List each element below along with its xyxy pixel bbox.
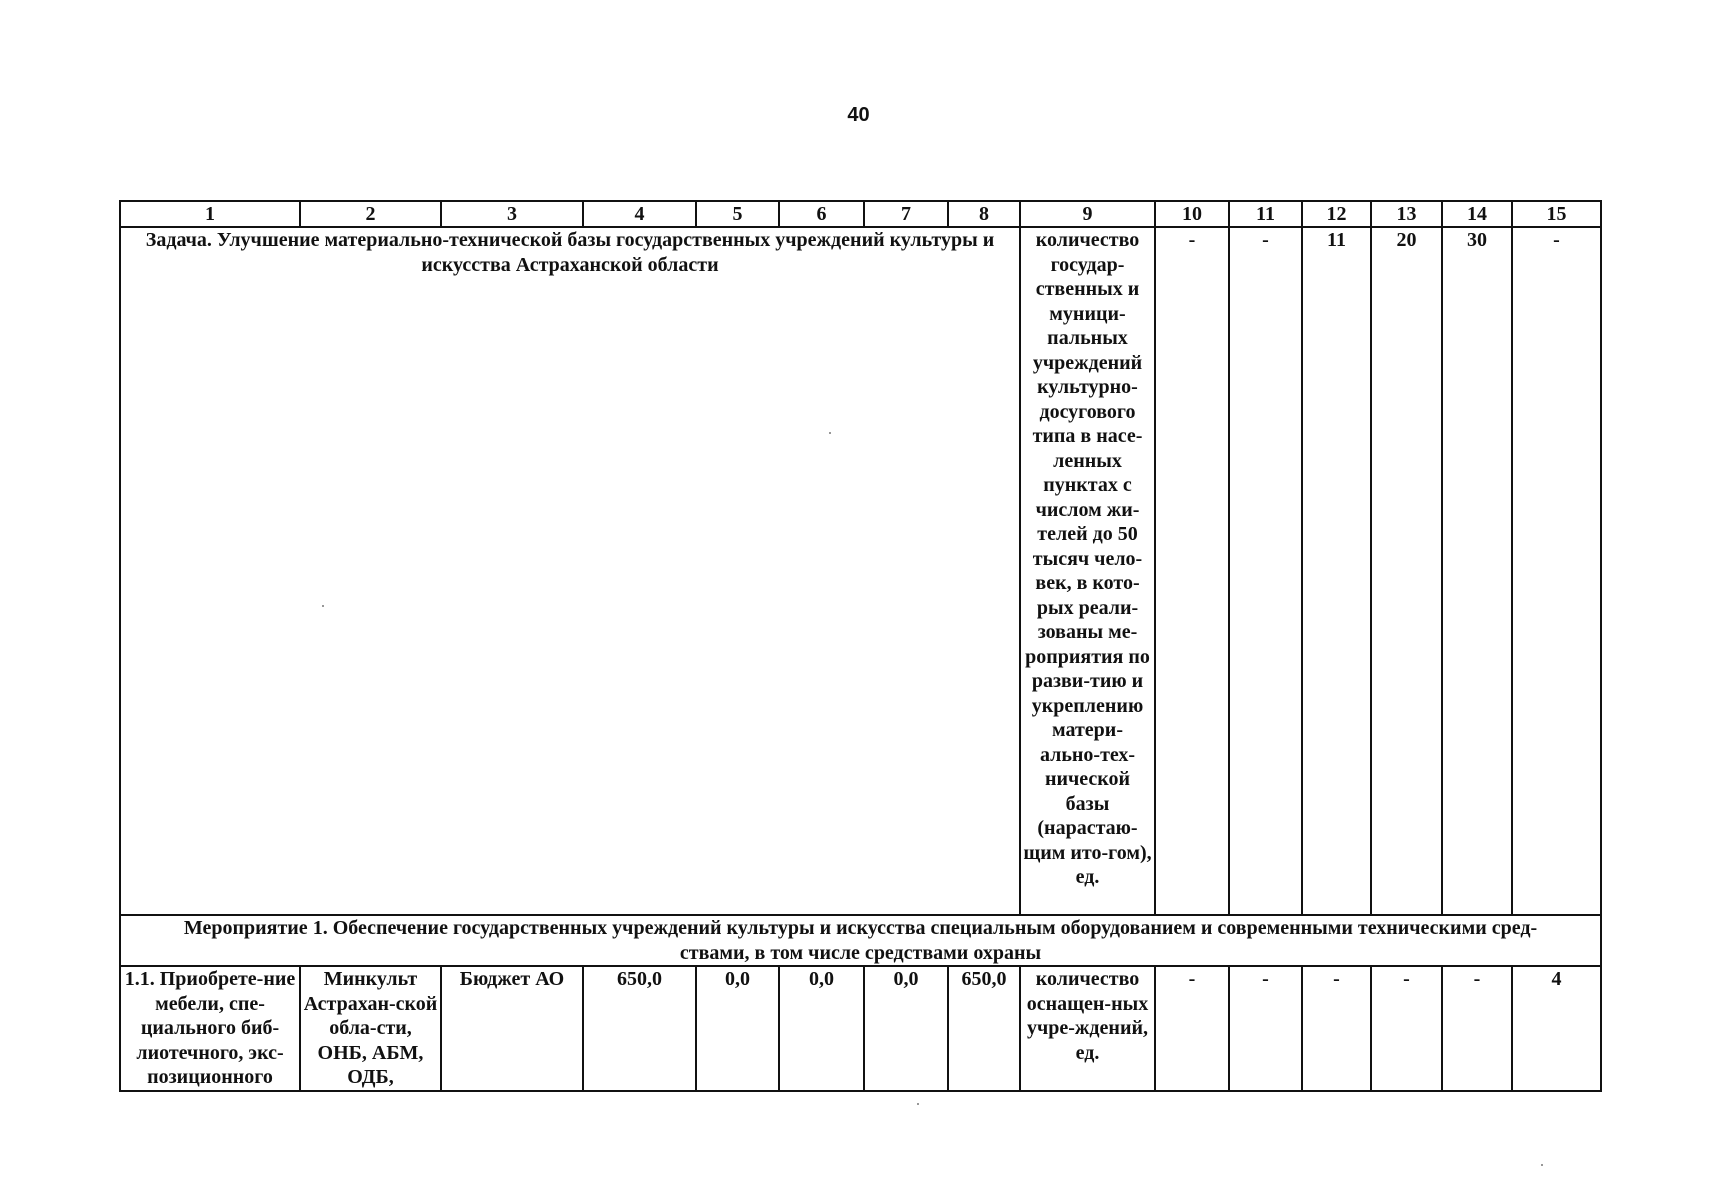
header-cell-6: 6	[779, 201, 864, 227]
scan-speck	[829, 432, 831, 434]
item-col-4: 650,0	[583, 966, 696, 1091]
task-row	[120, 227, 1601, 915]
item-col-11: -	[1229, 966, 1302, 1091]
header-cell-2: 2	[300, 201, 441, 227]
item-col-10: -	[1155, 966, 1229, 1091]
item-col-15: 4	[1512, 966, 1601, 1091]
item-col-13: -	[1371, 966, 1442, 1091]
header-cell-11: 11	[1229, 201, 1302, 227]
task-col-11: -	[1229, 227, 1302, 915]
task-col-13: 20	[1371, 227, 1442, 915]
item-col-12: -	[1302, 966, 1371, 1091]
item-col-6: 0,0	[779, 966, 864, 1091]
task-col-12: 11	[1302, 227, 1371, 915]
item-source: Бюджет АО	[441, 966, 583, 1091]
item-name: 1.1. Приобрете-ние мебели, спе-циального биб-лиотечного, экс-позиционного	[120, 966, 300, 1091]
item-row	[120, 966, 1601, 1091]
header-cell-9: 9	[1020, 201, 1155, 227]
header-cell-15: 15	[1512, 201, 1601, 227]
task-title: Задача. Улучшение материально-технической базы государственных учреждений культуры и искусства Астраханской области	[120, 227, 1020, 915]
scan-speck	[322, 605, 324, 607]
page-number: 40	[847, 104, 870, 126]
header-cell-4: 4	[583, 201, 696, 227]
header-cell-8: 8	[948, 201, 1020, 227]
item-executor: Минкульт Астрахан-ской обла-сти, ОНБ, АБМ, ОДБ,	[300, 966, 441, 1091]
column-number-row	[120, 201, 1601, 227]
item-col-14: -	[1442, 966, 1512, 1091]
header-cell-1: 1	[120, 201, 300, 227]
item-col-7: 0,0	[864, 966, 948, 1091]
header-cell-7: 7	[864, 201, 948, 227]
header-cell-10: 10	[1155, 201, 1229, 227]
item-col-5: 0,0	[696, 966, 779, 1091]
item-col-8: 650,0	[948, 966, 1020, 1091]
task-col-10: -	[1155, 227, 1229, 915]
event-title: Мероприятие 1. Обеспечение государственных учреждений культуры и искусства специальным оборудованием и современными техническими сред-ствами, в том числе средствами охраны	[120, 915, 1601, 966]
scan-speck	[917, 1103, 919, 1105]
header-cell-3: 3	[441, 201, 583, 227]
task-col-15: -	[1512, 227, 1601, 915]
header-cell-13: 13	[1371, 201, 1442, 227]
task-indicator: количество государ-ственных и муници-пальных учреждений культурно-досугового типа в насе-ленных пунктах с числом жи-телей до 50 тысяч чело-век, в кото-рых реали-зованы ме-роприятия по разви-тию и укреплению матери-ально-тех-нической базы (нарастаю-щим ито-гом), ед.	[1020, 227, 1155, 915]
item-indicator: количество оснащен-ных учре-ждений, ед.	[1020, 966, 1155, 1091]
program-table	[119, 200, 1602, 1092]
scan-speck	[1541, 1164, 1543, 1166]
task-col-14: 30	[1442, 227, 1512, 915]
event-row	[120, 915, 1601, 966]
header-cell-12: 12	[1302, 201, 1371, 227]
header-cell-14: 14	[1442, 201, 1512, 227]
header-cell-5: 5	[696, 201, 779, 227]
